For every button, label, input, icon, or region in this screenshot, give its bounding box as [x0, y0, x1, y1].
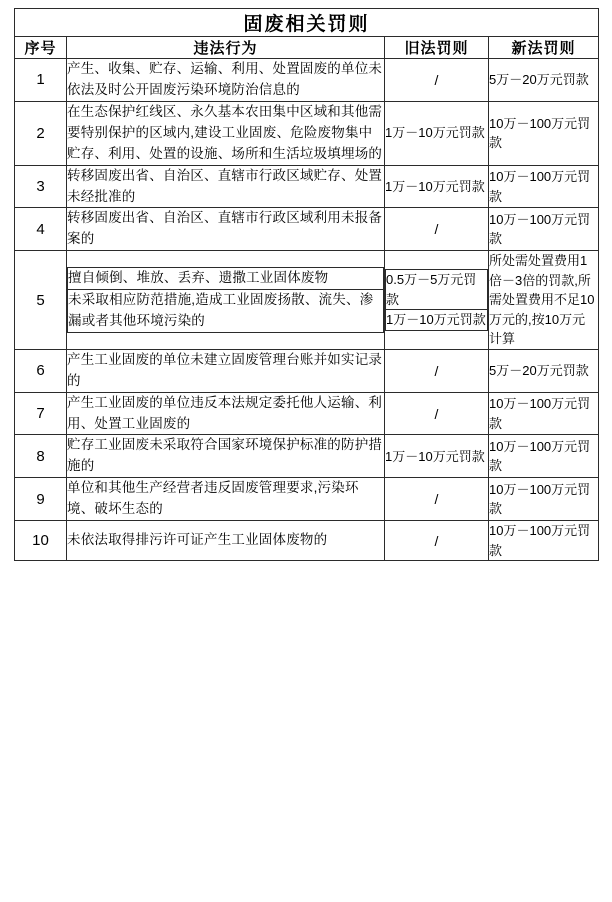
row-act-group — [67, 251, 385, 350]
row-old-penalty: 1万－10万元罚款 — [385, 165, 489, 208]
table-row — [15, 208, 599, 251]
row-old-penalty: / — [385, 521, 489, 561]
row-new-penalty: 10万－100万元罚款 — [489, 101, 599, 165]
table-header-row — [15, 37, 599, 59]
row-old-penalty: / — [385, 349, 489, 392]
column-header-act: 违法行为 — [67, 37, 385, 59]
column-header-new: 新法罚则 — [489, 37, 599, 59]
row-new-penalty: 所处需处置费用1倍－3倍的罚款,所需处置费用不足10万元的,按10万元计算 — [489, 251, 599, 350]
row-number: 2 — [15, 101, 67, 165]
row-number: 7 — [15, 392, 67, 435]
row-number: 5 — [15, 251, 67, 350]
row-act: 产生工业固废的单位违反本法规定委托他人运输、利用、处置工业固废的 — [67, 392, 385, 435]
row-old-penalty: / — [385, 59, 489, 102]
row-act: 单位和其他生产经营者违反固废管理要求,污染环境、破坏生态的 — [67, 478, 385, 521]
row-new-penalty: 10万－100万元罚款 — [489, 165, 599, 208]
row-number: 4 — [15, 208, 67, 251]
table-row — [15, 521, 599, 561]
row-act: 在生态保护红线区、永久基本农田集中区域和其他需要特别保护的区域内,建设工业固废、危险废物集中贮存、利用、处置的设施、场所和生活垃圾填埋场的 — [67, 101, 385, 165]
table-row — [15, 435, 599, 478]
row-old-penalty: 1万－10万元罚款 — [386, 310, 488, 331]
row-old-penalty: 0.5万－5万元罚款 — [386, 270, 488, 310]
row-act: 贮存工业固废未采取符合国家环境保护标准的防护措施的 — [67, 435, 385, 478]
row-old-penalty: 1万－10万元罚款 — [385, 435, 489, 478]
row-act: 转移固废出省、自治区、直辖市行政区域利用未报备案的 — [67, 208, 385, 251]
row-number: 3 — [15, 165, 67, 208]
penalty-table — [14, 8, 599, 561]
row-act: 产生、收集、贮存、运输、利用、处置固废的单位未依法及时公开固废污染环境防治信息的 — [67, 59, 385, 102]
row-number: 8 — [15, 435, 67, 478]
table-row — [15, 478, 599, 521]
row-number: 1 — [15, 59, 67, 102]
table-row — [15, 349, 599, 392]
page-title: 固废相关罚则 — [15, 9, 599, 37]
table-row-split — [15, 251, 599, 350]
row-number: 9 — [15, 478, 67, 521]
row-old-penalty: / — [385, 392, 489, 435]
row-old-penalty: / — [385, 208, 489, 251]
table-row — [15, 165, 599, 208]
column-header-old: 旧法罚则 — [385, 37, 489, 59]
table-row — [15, 101, 599, 165]
table-title-row — [15, 9, 599, 37]
row-old-penalty: / — [385, 478, 489, 521]
row-old-penalty: 1万－10万元罚款 — [385, 101, 489, 165]
table-row — [15, 392, 599, 435]
row-new-penalty: 10万－100万元罚款 — [489, 478, 599, 521]
row-act: 未依法取得排污许可证产生工业固体废物的 — [67, 521, 385, 561]
row-act: 产生工业固废的单位未建立固废管理台账并如实记录的 — [67, 349, 385, 392]
row-number: 10 — [15, 521, 67, 561]
row-new-penalty: 10万－100万元罚款 — [489, 208, 599, 251]
row-new-penalty: 10万－100万元罚款 — [489, 435, 599, 478]
row-number: 6 — [15, 349, 67, 392]
row-old-penalty-group — [385, 251, 489, 350]
row-new-penalty: 5万－20万元罚款 — [489, 349, 599, 392]
row-act: 未采取相应防范措施,造成工业固废扬散、流失、渗漏或者其他环境污染的 — [68, 290, 384, 333]
row-new-penalty: 5万－20万元罚款 — [489, 59, 599, 102]
table-row — [15, 59, 599, 102]
row-act: 转移固废出省、自治区、直辖市行政区域贮存、处置未经批准的 — [67, 165, 385, 208]
row-new-penalty: 10万－100万元罚款 — [489, 521, 599, 561]
row-act: 擅自倾倒、堆放、丢弃、遗撒工业固体废物 — [68, 268, 384, 290]
column-header-no: 序号 — [15, 37, 67, 59]
row-new-penalty: 10万－100万元罚款 — [489, 392, 599, 435]
